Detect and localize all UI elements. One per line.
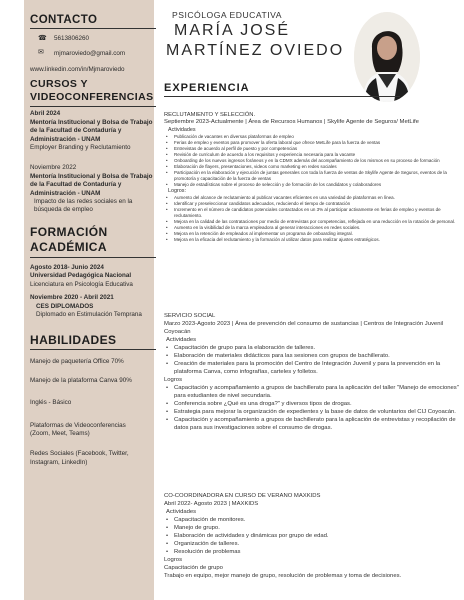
activities-list [164,134,459,188]
courses-title: CURSOS Y VIDEOCONFERENCIAS [30,78,154,104]
job-period: Marzo 2023-Agosto 2023 | Área de prevención del consumo de sustancias | Centros de Integración Juvenil Coyoacán [164,321,444,335]
phone-text: 5613806260 [54,35,90,42]
achievements-list [164,384,459,432]
skills-title: HABILIDADES [30,333,117,348]
extra-text: Trabajo en equipo, mejor manejo de grupo, resolución de problemas y toma de decisiones. [164,573,402,579]
job-section: CO-COORDINADORA EN CURSO DE VERANO MAXKIDS [164,493,321,499]
course-desc: Impacto de las redes sociales en la búsqueda de empleo [34,198,133,214]
list-item: • Revisión de curriculum de acuerdo a los requisitos y experiencia necesaria para la vacante [164,152,459,158]
list-item: • Estrategia para mejorar la organización de expedientes y la base de datos de voluntarios del CIJ Coyoacán. [164,408,459,416]
course-date: Abril 2024 [30,110,61,118]
activities-list [164,344,459,376]
job-block [164,112,459,243]
job-section: RECLUTAMIENTO Y SELECCIÓN. [164,112,256,118]
job-period: Septiembre 2023-Actualmente | Área de Recursos Humanos | Skylife Agente de Seguros/ MetLife [164,119,419,126]
list-item: • Aumento en la visibilidad de la marca empleadora al generar interacciones en redes sociales. [164,225,459,231]
education-date: Agosto 2018- Junio 2024 [30,263,104,271]
job-block [164,492,459,580]
education-date: Noviembre 2020 - Abril 2021 [30,294,114,302]
list-item: • Capacitación de monitores. [164,516,459,524]
skill-item: Manejo de paquetería Office 70% [30,358,124,366]
contact-email [30,50,156,62]
list-item: • Onboarding de los nuevos ingresos foráneos y en la CDMX además del acompañamiento de los mismos en su proceso de formación [164,158,459,164]
course-desc: Employer Branding y Reclutamiento [30,144,131,152]
list-item: • Elaboración de actividades y dinámicas por grupo de edad. [164,532,459,540]
activities-label: Actividades [166,509,197,515]
education-title: Universidad Pedagógica Nacional [30,272,132,280]
profile-photo [354,12,420,102]
extra-label: Capacitación de grupo [164,565,223,571]
list-item: • Ferias de empleo y eventos para promover la oferta laboral que ofrece MetLife para la fuerza de ventas [164,140,459,146]
divider [30,257,156,258]
name-last: MARTÍNEZ OVIEDO [166,42,345,59]
list-item: • Participación en la elaboración y ejecución de juntas generales con toda la fuerza de ventas de Skylife Agente de Seguros, eventos de la promotoría y capacitación de la fuerza de ventas [164,170,459,182]
contact-phone [30,35,156,47]
course-date: Noviembre 2022 [30,164,77,172]
phone-icon: ☎ [38,35,47,42]
list-item: • Creación de materiales para la promoción del Centro de Integración Juvenil y para la prevención en la plataforma Canva, como infografías, carteles y folletos. [164,360,459,376]
job-section: SERVICIO SOCIAL [164,313,216,319]
list-item: • Aumento del alcance de reclutamiento al publicar vacantes eficientes en una variedad de plataformas en línea. [164,195,459,201]
education-desc: Licenciatura en Psicología Educativa [30,280,133,288]
divider [30,106,156,107]
profile-photo-image [354,12,420,102]
list-item: • Identificar y preseleccionar candidatos adecuados, reduciendo el tiempo de contratación [164,201,459,207]
list-item: • Elaboración de materiales didácticos para las sesiones con grupos de bachillerato. [164,352,459,360]
course-title: Mentoría Institucional y Bolsa de Trabajo de la Facultad de Contaduría y Administración - UNAM [30,172,153,197]
linkedin-link[interactable]: www.linkedin.com/in/Mjmaroviedo [30,66,125,73]
divider [164,96,400,97]
list-item: • Capacitación de grupo para la elaboración de talleres. [164,344,459,352]
activities-label: Actividades [166,337,197,343]
education-title: CES DIPLOMADOS [36,302,94,310]
activities-list [164,516,459,556]
email-link[interactable]: mjmaroviedo@gmail.com [54,50,126,57]
list-item: • Organización de talleres. [164,540,459,548]
education-title: FORMACIÓN ACADÉMICA [30,224,108,254]
list-item: • Mejora en la eficacia del reclutamiento y la formación al utilizar datos para realizar ajustes estratégicos. [164,237,459,243]
skill-item: Inglés - Básico [30,399,72,407]
list-item: • Manejo de grupo. [164,524,459,532]
achievements-list [164,195,459,243]
list-item: • Manejo de estadísticas sobre el proceso de selección y de formación de los candidatos y colaboradores [164,182,459,188]
activities-label: Actividades [168,126,196,133]
list-item: • Mejora en la calidad de las contrataciones por medio de entrevistas por competencias, reflejada en una reducción en la rotación de personal. [164,219,459,225]
divider [30,349,156,350]
list-item: • Publicación de vacantes en diversas plataformas de empleo [164,134,459,140]
list-item: • Resolución de problemas [164,548,459,556]
achievements-label: Logros [164,377,183,383]
list-item: • Conferencia sobre ¿Qué es una droga?" y diversos tipos de drogas. [164,400,459,408]
job-block [164,312,459,432]
list-item: • Mejora en la retención de empleados al implementar un programa de onboarding integral. [164,231,459,237]
contact-title: CONTACTO [30,14,98,26]
skill-item: Redes Sociales (Facebook, Twitter, Instagram, LinkedIn) [30,450,129,466]
sidebar-content [30,14,156,467]
role-title: PSICÓLOGA EDUCATIVA [172,10,282,20]
list-item: • Incremento en el número de candidatos potenciales contactados en un 3% al participar activamente en ferias de empleo y eventos de reclutamiento. [164,207,459,219]
list-item: • Capacitación y acompañamiento a grupos de bachillerato para la aplicación del taller "Manejo de emociones" para estudiantes de nivel secundaria. [164,384,459,400]
divider [30,28,156,29]
job-period: Abril 2022- Agosto 2023 | MAXKIDS [164,501,259,507]
email-icon: ✉ [38,49,44,56]
achievements-label: Logros: [168,187,186,194]
list-item: • Capacitación y acompañamiento a grupos de bachillerato para la aplicación de entrevistas y recopilación de datos para sus investigaciones sobre el consumo de drogas. [164,416,459,432]
name-first: MARÍA JOSÉ [174,22,291,39]
skill-item: Manejo de la plataforma Canva 90% [30,376,132,384]
list-item: • Entrevistas de acuerdo al perfil de puesto y por competencias [164,146,459,152]
course-title: Mentoría Institucional y Bolsa de Trabajo de la Facultad de Contaduría y Administración - UNAM [30,118,153,143]
list-item: • Elaboración de flayers, presentaciones, videos como marketing en redes sociales [164,164,459,170]
skill-item: Plataformas de Videoconferencias (Zoom, Meet, Teams) [30,421,126,437]
achievements-label: Logros [164,557,183,563]
education-desc: Diplomado en Estimulación Temprana [36,310,142,318]
experience-title: EXPERIENCIA [164,82,250,94]
